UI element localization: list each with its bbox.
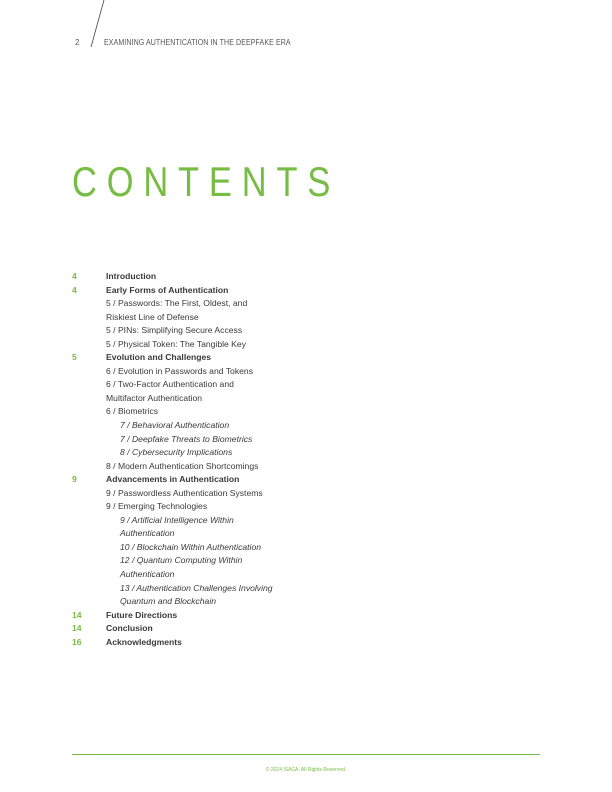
toc-entry[interactable] <box>72 473 372 487</box>
toc-separator: / <box>124 433 132 444</box>
toc-entry[interactable] <box>72 460 372 474</box>
toc-page-number: 4 <box>72 271 77 281</box>
toc-entry[interactable] <box>72 419 372 433</box>
toc-separator: / <box>124 447 132 458</box>
toc-page-number: 6 <box>106 406 111 417</box>
toc-entry[interactable] <box>72 351 372 365</box>
toc-section-title: Evolution and Challenges <box>106 352 212 363</box>
toc-page-number: 13 <box>120 582 130 593</box>
toc-entry[interactable] <box>72 500 372 514</box>
toc-entry[interactable] <box>72 514 372 541</box>
header-slash-divider <box>0 0 612 60</box>
toc-separator: / <box>110 379 118 390</box>
toc-page-number: 12 <box>120 555 130 566</box>
toc-subsection-title: Emerging Technologies <box>117 501 208 512</box>
toc-separator: / <box>110 338 118 349</box>
toc-entry[interactable] <box>72 324 372 338</box>
toc-page-number: 16 <box>72 636 82 647</box>
toc-subsection-title-continued: Authentication <box>120 528 175 539</box>
toc-entry[interactable] <box>72 609 372 623</box>
toc-entry[interactable] <box>72 433 372 447</box>
toc-separator: / <box>110 298 118 309</box>
toc-subsection-title: Cybersecurity Implications <box>131 447 233 458</box>
toc-subsection-title: Evolution in Passwords and Tokens <box>117 365 253 376</box>
contents-heading: CONTENTS <box>72 158 341 205</box>
toc-entry[interactable] <box>72 365 372 379</box>
toc-separator: / <box>110 406 118 417</box>
toc-page-number: 7 <box>120 433 125 444</box>
toc-page-number: 9 <box>72 474 77 485</box>
toc-page-number: 8 <box>120 447 125 458</box>
toc-page-number: 9 <box>106 501 111 512</box>
toc-separator: / <box>129 541 137 552</box>
toc-section-title: Conclusion <box>106 623 153 634</box>
toc-entry[interactable] <box>72 297 372 324</box>
toc-separator: / <box>129 582 137 593</box>
toc-subsection-title-continued: Quantum and Blockchain <box>120 596 217 607</box>
toc-section-title: Advancements in Authentication <box>106 474 240 485</box>
toc-separator: / <box>110 501 118 512</box>
toc-section-title: Early Forms of Authentication <box>106 284 229 295</box>
toc-entry[interactable] <box>72 541 372 555</box>
toc-subsection-title-continued: Riskiest Line of Defense <box>106 311 199 322</box>
toc-page-number: 5 <box>106 298 111 309</box>
toc-subsection-title: Two-Factor Authentication and <box>117 379 234 390</box>
toc-subsection-title: Authentication Challenges Involving <box>136 582 273 593</box>
toc-page-number: 14 <box>72 609 82 620</box>
table-of-contents <box>72 270 372 649</box>
toc-subsection-title-continued: Authentication <box>120 569 175 580</box>
toc-page-number: 8 <box>106 460 111 471</box>
toc-page-number: 9 <box>106 487 111 498</box>
toc-subsection-title-continued: Multifactor Authentication <box>106 392 203 403</box>
toc-separator: / <box>110 460 118 471</box>
toc-entry[interactable] <box>72 636 372 650</box>
toc-page-number: 6 <box>106 379 111 390</box>
toc-subsection-title: Biometrics <box>117 406 159 417</box>
toc-page-number: 6 <box>106 365 111 376</box>
running-header-title: EXAMINING AUTHENTICATION IN THE DEEPFAKE ERA <box>104 38 291 47</box>
toc-entry[interactable] <box>72 582 372 609</box>
toc-subsection-title: Physical Token: The Tangible Key <box>117 338 246 349</box>
toc-subsection-title: Deepfake Threats to Biometrics <box>131 433 253 444</box>
toc-separator: / <box>129 555 137 566</box>
toc-subsection-title: PINs: Simplifying Secure Access <box>117 325 243 336</box>
toc-entry[interactable] <box>72 487 372 501</box>
toc-entry[interactable] <box>72 446 372 460</box>
toc-subsection-title: Passwords: The First, Oldest, and <box>117 298 248 309</box>
toc-section-title: Introduction <box>106 271 157 281</box>
toc-separator: / <box>110 325 118 336</box>
toc-separator: / <box>124 514 132 525</box>
toc-subsection-title: Passwordless Authentication Systems <box>117 487 263 498</box>
toc-page-number: 5 <box>106 338 111 349</box>
toc-entry[interactable] <box>72 284 372 298</box>
footer-copyright: © 2024 ISACA. All Rights Reserved. <box>265 767 347 773</box>
toc-section-title: Future Directions <box>106 609 178 620</box>
footer-divider <box>72 754 540 755</box>
toc-page-number: 4 <box>72 284 77 295</box>
toc-page-number: 14 <box>72 623 82 634</box>
toc-entry[interactable] <box>72 378 372 405</box>
toc-subsection-title: Behavioral Authentication <box>131 420 230 431</box>
toc-separator: / <box>110 365 118 376</box>
toc-entry[interactable] <box>72 622 372 636</box>
toc-subsection-title: Modern Authentication Shortcomings <box>117 460 259 471</box>
toc-page-number: 5 <box>106 325 111 336</box>
toc-subsection-title: Artificial Intelligence Within <box>131 514 234 525</box>
toc-page-number: 10 <box>120 541 130 552</box>
toc-entry[interactable] <box>72 270 372 284</box>
page-number: 2 <box>75 38 80 47</box>
toc-entry[interactable] <box>72 405 372 419</box>
toc-separator: / <box>124 420 132 431</box>
toc-page-number: 7 <box>120 420 125 431</box>
toc-page-number: 9 <box>120 514 125 525</box>
toc-entry[interactable] <box>72 554 372 581</box>
toc-page-number: 5 <box>72 352 77 363</box>
toc-entry[interactable] <box>72 338 372 352</box>
toc-separator: / <box>110 487 118 498</box>
toc-subsection-title: Blockchain Within Authentication <box>136 541 262 552</box>
toc-section-title: Acknowledgments <box>106 636 182 647</box>
toc-subsection-title: Quantum Computing Within <box>136 555 243 566</box>
